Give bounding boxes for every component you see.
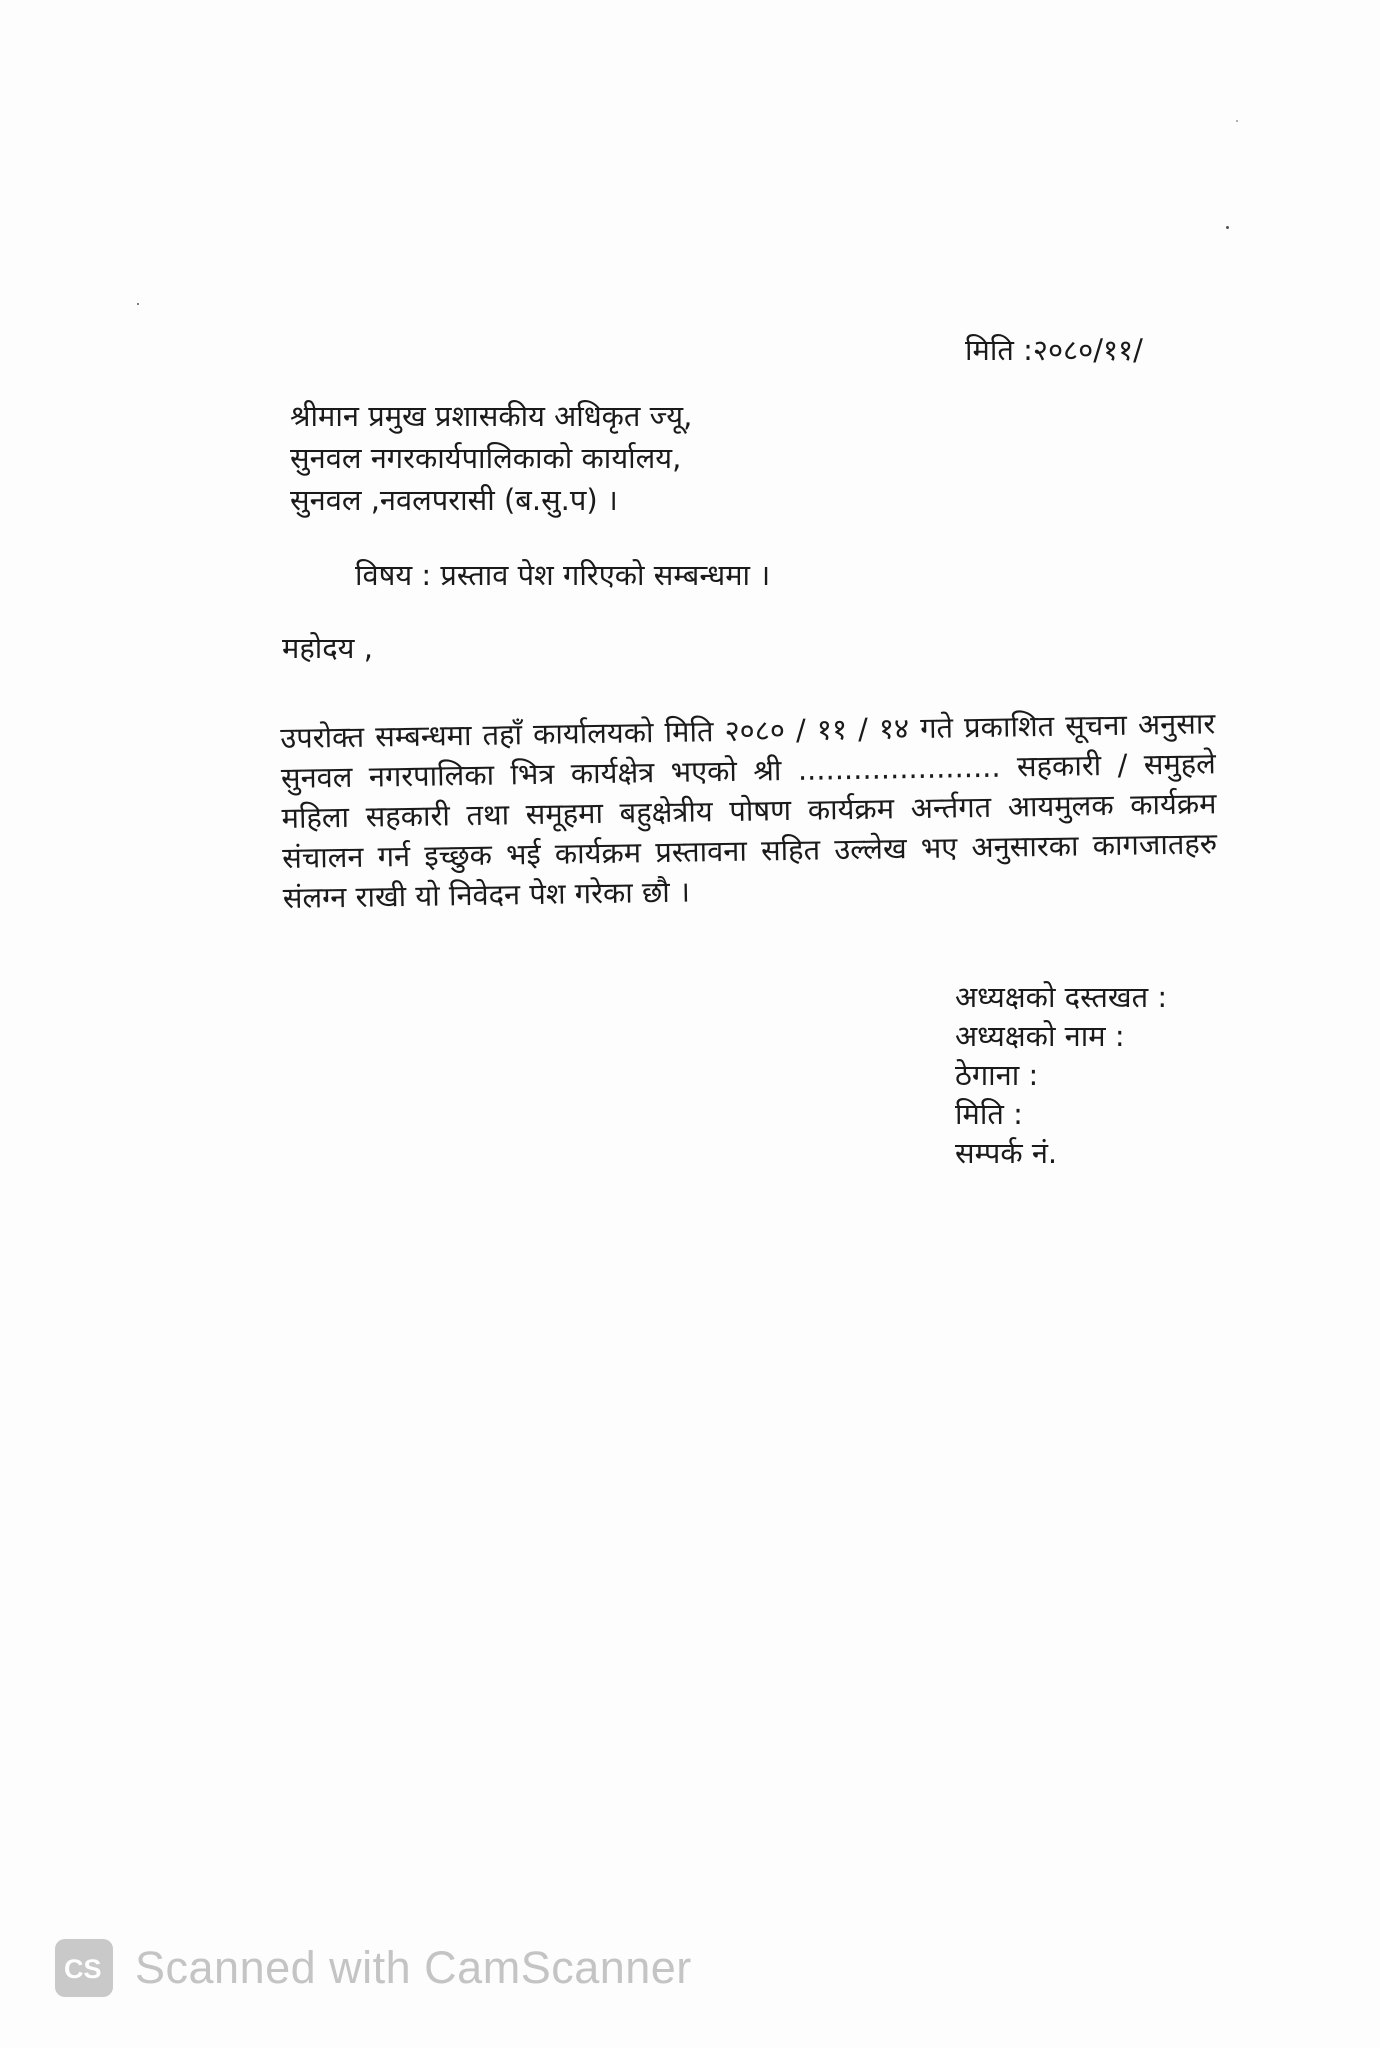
address-line: सुनवल ,नवलपरासी (ब.सु.प) । — [290, 483, 618, 517]
salutation: महोदय , — [282, 631, 373, 665]
recipient-address — [290, 395, 692, 521]
scan-speck — [137, 303, 139, 305]
signature-field: अध्यक्षको नाम : — [955, 1019, 1125, 1053]
signature-block — [955, 978, 1167, 1173]
signature-field: सम्पर्क नं. — [955, 1136, 1058, 1170]
camscanner-logo-icon — [55, 1939, 113, 1997]
svg-text:CS: CS — [64, 1954, 102, 1983]
watermark-text: Scanned with CamScanner — [135, 1942, 692, 1993]
signature-field: मिति : — [955, 1097, 1023, 1131]
letter-date: मिति :२०८०/११/ — [965, 333, 1143, 367]
address-line: सुनवल नगरकार्यपालिकाको कार्यालय, — [290, 441, 682, 475]
address-line: श्रीमान प्रमुख प्रशासकीय अधिकृत ज्यू, — [290, 399, 693, 433]
signature-field: ठेगाना : — [955, 1058, 1039, 1092]
letter-body: उपरोक्त सम्बन्धमा तहाँ कार्यालयको मिति २०८० / ११ / १४ गते प्रकाशित सूचना अनुसार सुनवल नगरपालिका भित्र कार्यक्षेत्र भएको श्री ...................... सहकारी / समुहले महिला सहकारी तथा समूहमा बहुक्षेत्रीय पोषण कार्यक्रम अर्न्तगत आयमुलक कार्यक्रम संचालन गर्न इच्छुक भई कार्यक्रम प्रस्तावना सहित उल्लेख भए अनुसारका कागजातहरु संलग्न राखी यो निवेदन पेश गरेका छौ । — [280, 706, 1218, 915]
scan-speck — [1226, 226, 1229, 229]
signature-field: अध्यक्षको दस्तखत : — [955, 980, 1168, 1014]
letter-subject: विषय : प्रस्ताव पेश गरिएको सम्बन्धमा । — [355, 558, 771, 592]
camscanner-watermark — [55, 1935, 692, 2001]
scan-speck — [1236, 120, 1238, 122]
